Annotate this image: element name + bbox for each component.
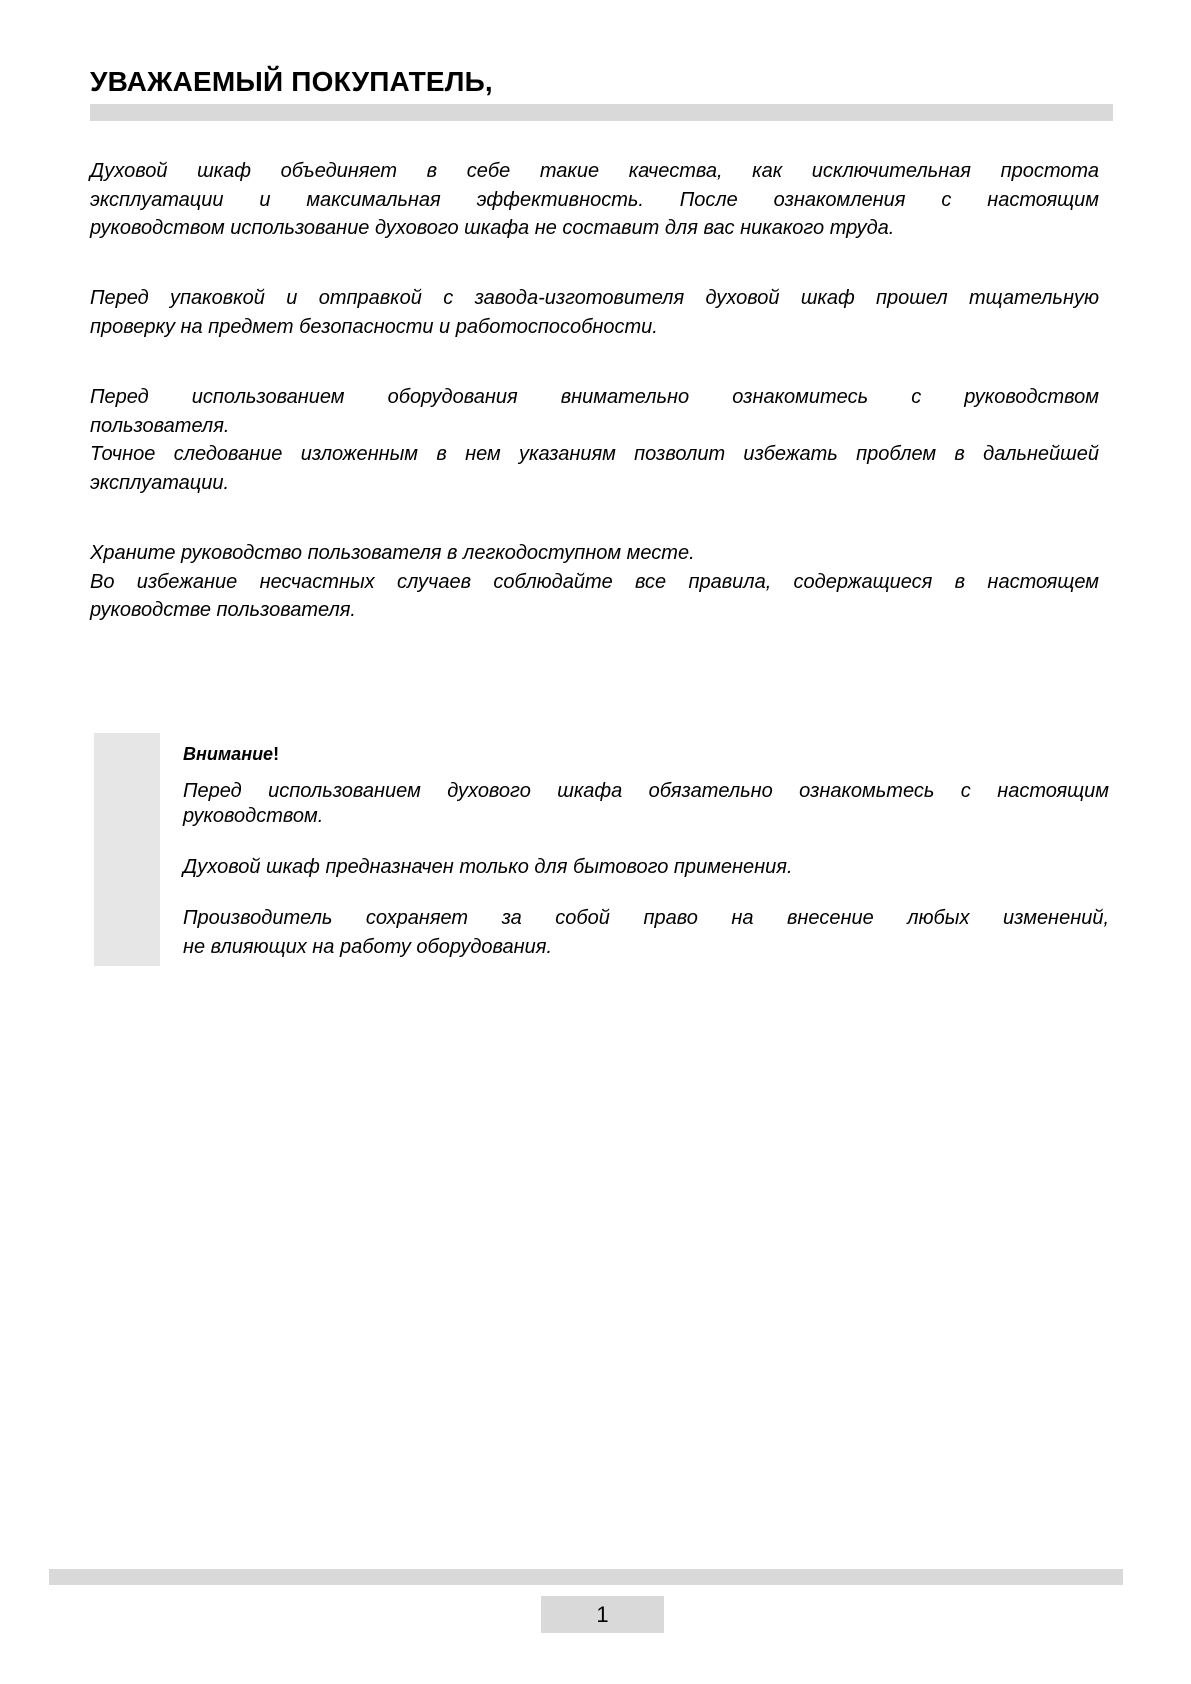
text-line: эксплуатации и максимальная эффективность. После ознакомления с настоящим: [90, 188, 1099, 211]
text-line: проверку на предмет безопасности и работоспособности.: [90, 315, 658, 338]
text-line: эксплуатации.: [90, 471, 230, 494]
header-divider: [90, 104, 1113, 121]
text-line: Производитель сохраняет за собой право на внесение любых изменений,: [183, 907, 1109, 929]
text-line: руководством.: [183, 805, 324, 827]
storage-paragraph: [90, 539, 1099, 625]
text-line: Перед упаковкой и отправкой с завода-изготовителя духовой шкаф прошел тщательную: [90, 287, 1099, 309]
text-line: Духовой шкаф предназначен только для бытового применения.: [183, 856, 793, 878]
attention-mark: !: [273, 744, 280, 764]
text-line: руководстве пользователя.: [90, 599, 356, 621]
read-manual-paragraph: [90, 383, 1099, 497]
text-line: руководством использование духового шкафа не составит для вас никакого труда.: [90, 217, 895, 239]
text-line: Духовой шкаф объединяет в себе такие качества, как исключительная простота: [90, 160, 1099, 182]
page-title: УВАЖАЕМЫЙ ПОКУПАТЕЛЬ,: [90, 66, 493, 97]
page-number: 1: [541, 1596, 664, 1633]
inspection-paragraph: [90, 284, 1099, 341]
text-line: Храните руководство пользователя в легкодоступном месте.: [90, 542, 695, 564]
text-line: Во избежание несчастных случаев соблюдайте все правила, содержащиеся в настоящем: [90, 570, 1099, 593]
text-line: Перед использованием оборудования внимательно ознакомитесь с руководством: [90, 386, 1099, 408]
attention-item: [183, 779, 1109, 829]
attention-side-strip: [94, 733, 160, 966]
text-line: пользователя.: [90, 414, 230, 437]
attention-item: [183, 855, 1109, 880]
intro-paragraph: [90, 157, 1099, 243]
text-line: Точное следование изложенным в нем указаниям позволит избежать проблем в дальнейшей: [90, 443, 1099, 465]
text-line: не влияющих на работу оборудования.: [183, 936, 552, 958]
attention-item: [183, 904, 1109, 962]
attention-heading-text: Внимание: [183, 744, 274, 764]
text-line: Перед использованием духового шкафа обязательно ознакомьтесь с настоящим: [183, 780, 1109, 802]
attention-heading: [183, 742, 1109, 767]
footer-divider: [49, 1569, 1123, 1585]
